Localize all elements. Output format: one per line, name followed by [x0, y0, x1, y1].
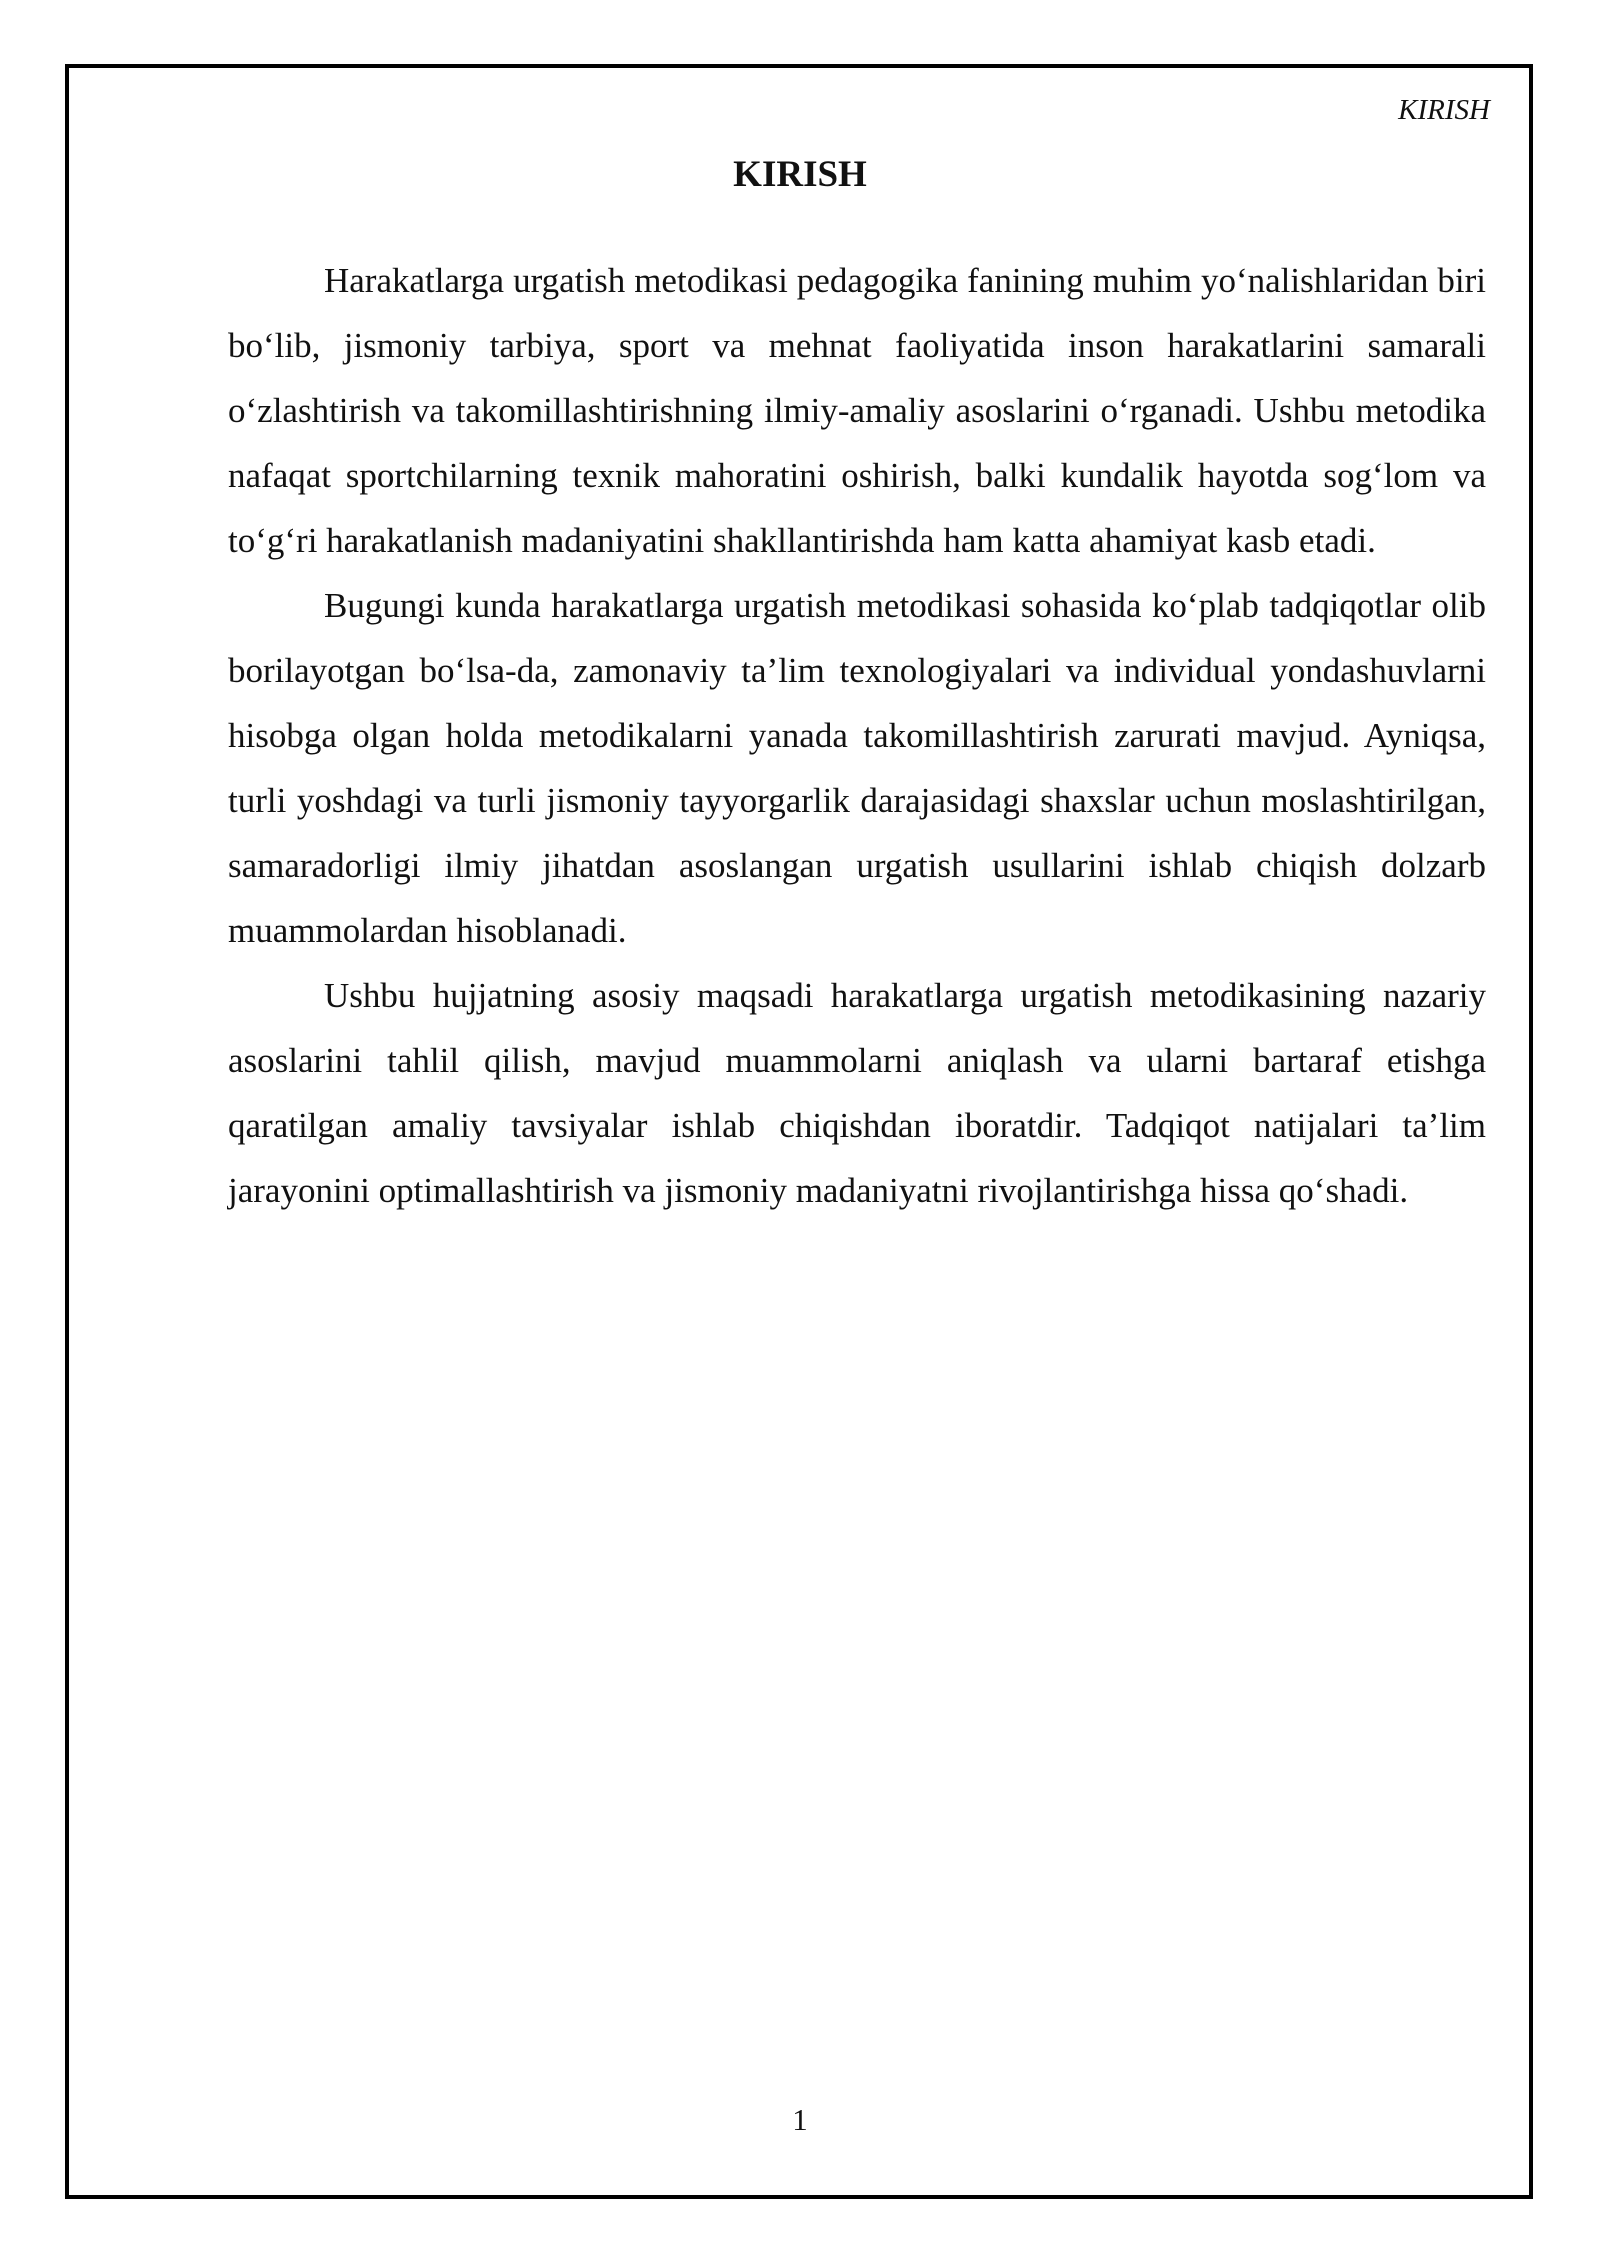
document-body — [228, 248, 1486, 1223]
paragraph-1: Harakatlarga urgatish metodikasi pedagogika fanining muhim yo‘nalishlaridan biri bo‘lib, jismoniy tarbiya, sport va mehnat faoliyatida inson harakatlarini samarali o‘zlashtirish va takomillashtirishning ilmiy-amaliy asoslarini o‘rganadi. Ushbu metodika nafaqat sportchilarning texnik mahoratini oshirish, balki kundalik hayotda sog‘lom va to‘g‘ri harakatlanish madaniyatini shakllantirishda ham katta ahamiyat kasb etadi. — [228, 261, 1486, 560]
paragraph-2: Bugungi kunda harakatlarga urgatish metodikasi sohasida ko‘plab tadqiqotlar olib borilayotgan bo‘lsa-da, zamonaviy ta’lim texnologiyalari va individual yondashuvlarni hisobga olgan holda metodikalarni yanada takomillashtirish zarurati mavjud. Ayniqsa, turli yoshdagi va turli jismoniy tayyorgarlik darajasidagi shaxslar uchun moslashtirilgan, samaradorligi ilmiy jihatdan asoslangan urgatish usullarini ishlab chiqish dolzarb muammolardan hisoblanadi. — [228, 586, 1486, 950]
page-number: 1 — [792, 2102, 808, 2137]
document-title: KIRISH — [733, 154, 867, 195]
paragraph-3: Ushbu hujjatning asosiy maqsadi harakatlarga urgatish metodikasining nazariy asoslarini tahlil qilish, mavjud muammolarni aniqlash va ularni bartaraf etishga qaratilgan amaliy tavsiyalar ishlab chiqishdan iboratdir. Tadqiqot natijalari ta’lim jarayonini optimallashtirish va jismoniy madaniyatni rivojlantirishga hissa qo‘shadi. — [228, 976, 1486, 1210]
running-header: KIRISH — [1398, 94, 1490, 126]
